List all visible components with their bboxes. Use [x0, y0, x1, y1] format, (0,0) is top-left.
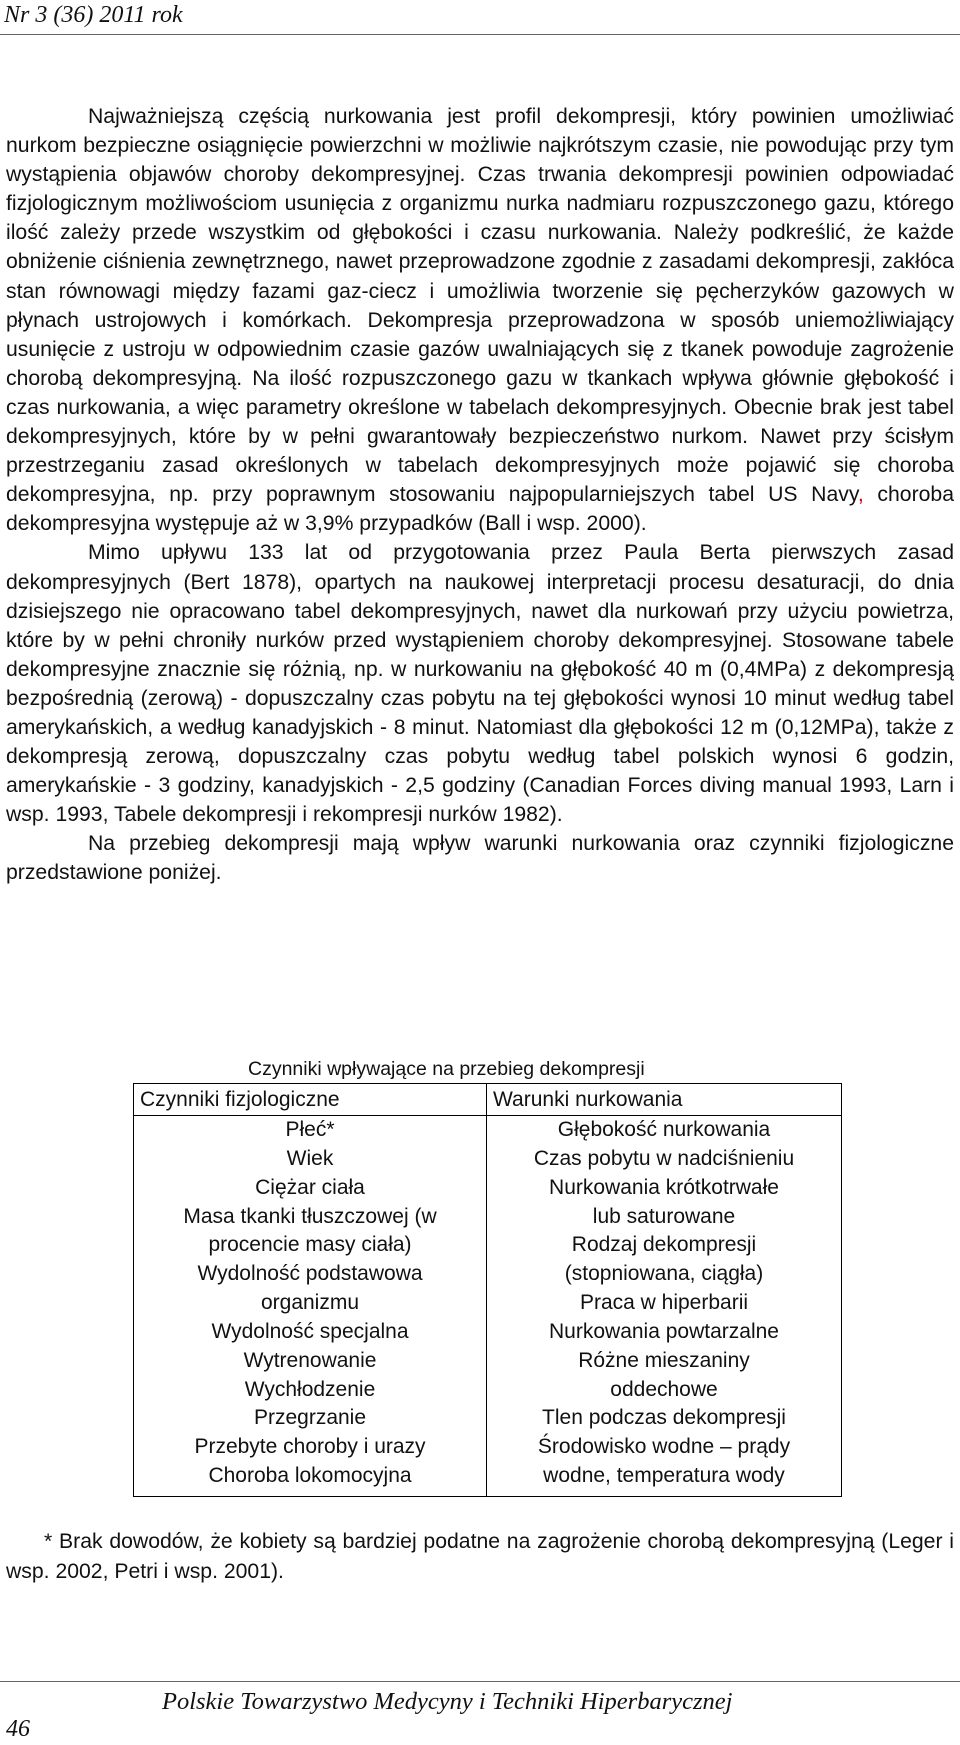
paragraph-1	[6, 102, 954, 538]
table-row	[134, 1116, 842, 1497]
footer-divider	[0, 1681, 960, 1682]
table-cell-line: Wydolność specjalna	[211, 1319, 409, 1343]
header-physiological-factors: Czynniki fizjologiczne	[134, 1084, 487, 1116]
table-cell-line: oddechowe	[610, 1377, 718, 1401]
table-cell-line: lub saturowane	[592, 1204, 736, 1228]
table-cell-line: Głębokość nurkowania	[557, 1118, 771, 1141]
table-cell-line: Wychłodzenie	[244, 1377, 376, 1401]
table-cell-line: Środowisko wodne – prądy	[537, 1435, 791, 1459]
table-cell-line: Nurkowania powtarzalne	[549, 1319, 779, 1343]
table-cell-line: Różne mieszaniny	[578, 1348, 750, 1372]
table-cell-line: wodne, temperatura wody	[543, 1464, 785, 1488]
physiological-factors-cell	[134, 1116, 487, 1497]
table-cell-line: Czas pobytu w nadciśnieniu	[533, 1146, 795, 1170]
table-cell-line: (stopniowana, ciągła)	[564, 1262, 764, 1286]
paragraph-1-text: Najważniejszą częścią nurkowania jest profil dekompresji, który powinien umożliwiać nurkom bezpieczne osiągnięcie powierzchni w możliwie najkrótszym czasie, nie powodując przy tym wystąpienia objawów choroby dekompresyjnej. Czas trwania dekompresji powinien odpowiadać fizjologicznym możliwościom usunięcia z organizmu nurka nadmiaru rozpuszczonego gazu, którego ilość zależy przede wszystkim od głębokości i czasu nurkowania. Należy podkreślić, że każde obniżenie ciśnienia zewnętrznego, nawet przeprowadzone zgodnie z zasadami dekompresji, zakłóca stan równowagi między fazami gaz-ciecz i umożliwia tworzenie się pęcherzyków gazowych w płynach ustrojowych i komórkach. Dekompresja przeprowadzona w sposób uniemożliwiający usunięcie z ustroju w odpowiednim czasie gazów uwalniających się z tkanek powoduje zagrożenie chorobą dekompresyjną. Na ilość rozpuszczonego gazu w tkankach wpływa głównie głębokość i czas nurkowania, a więc parametry określone w tabelach dekompresyjnych. Obecnie brak jest tabel dekompresyjnych, które by w pełni gwarantowały bezpieczeństwo nurkom. Nawet przy ścisłym przestrzeganiu zasad określonych w tabelach dekompresyjnych może pojawić się choroba dekompresyjna, np. przy poprawnym stosowaniu najpopularniejszych tabel US Navy	[6, 105, 954, 507]
table-cell-line: Przebyte choroby i urazy	[194, 1435, 426, 1459]
journal-issue-header: Nr 3 (36) 2011 rok	[4, 2, 183, 28]
table-header-row	[134, 1084, 842, 1116]
header-divider	[0, 34, 960, 35]
table-cell-line: Rodzaj dekompresji	[571, 1233, 757, 1257]
table-cell-line: Masa tkanki tłuszczowej (w	[183, 1204, 437, 1228]
page-number: 46	[6, 1716, 30, 1742]
diving-conditions-cell	[487, 1116, 842, 1497]
table-cell-line: Ciężar ciała	[255, 1175, 365, 1199]
table-cell-line: organizmu	[260, 1291, 360, 1315]
table-cell-line: Tlen podczas dekompresji	[542, 1406, 786, 1430]
table-cell-line: procencie masy ciała)	[208, 1233, 412, 1257]
paragraph-2: Mimo upływu 133 lat od przygotowania przez Paula Berta pierwszych zasad dekompresyjnych (Bert 1878), opartych na naukowej interpretacji procesu desaturacji, do dnia dzisiejszego nie opracowano tabel dekompresyjnych, nawet dla nurkowań przy użyciu powietrza, które by w pełni chroniły nurków przed wystąpieniem choroby dekompresyjnej. Stosowane tabele dekompresyjne znacznie się różnią, np. w nurkowaniu na głębokość 40 m (0,4MPa) z dekompresją bezpośrednią (zerową) - dopuszczalny czas pobytu na tej głębokości wynosi 10 minut według tabel amerykańskich, a według kanadyjskich - 8 minut. Natomiast dla głębokości 12 m (0,12MPa), także z dekompresją zerową, dopuszczalny czas pobytu według tabel polskich wynosi 6 godzin, amerykańskie - 3 godziny, kanadyjskich - 2,5 godziny (Canadian Forces diving manual 1993, Larn i wsp. 1993, Tabele dekompresji i rekompresji nurków 1982).	[6, 541, 954, 827]
table-cell-line: Wytrenowanie	[243, 1348, 377, 1372]
article-body	[6, 102, 954, 888]
footnote: * Brak dowodów, że kobiety są bardziej podatne na zagrożenie chorobą dekompresyjną (Leger i wsp. 2002, Petri i wsp. 2001).	[6, 1530, 954, 1583]
red-comma: ,	[857, 483, 864, 507]
table-cell-line: Płeć*	[285, 1118, 335, 1141]
decompression-factors-table	[133, 1083, 842, 1497]
table-cell-line: Wiek	[286, 1146, 334, 1170]
publisher-footer: Polskie Towarzystwo Medycyny i Techniki Hiperbarycznej	[162, 1688, 733, 1715]
paragraph-3: Na przebieg dekompresji mają wpływ warunki nurkowania oraz czynniki fizjologiczne przedstawione poniżej.	[6, 832, 954, 885]
table-caption: Czynniki wpływające na przebieg dekompresji	[248, 1058, 645, 1080]
table-cell-line: Choroba lokomocyjna	[208, 1464, 412, 1488]
header-diving-conditions: Warunki nurkowania	[487, 1084, 842, 1116]
table-cell-line: Nurkowania krótkotrwałe	[549, 1175, 779, 1199]
table-cell-line: Praca w hiperbarii	[579, 1291, 749, 1315]
paragraph-1-text-end: choroba dekompresyjna występuje aż w 3,9% przypadków (Ball i wsp. 2000).	[6, 483, 954, 536]
table-cell-line: Wydolność podstawowa	[197, 1262, 423, 1286]
table-cell-line: Przegrzanie	[253, 1406, 367, 1430]
